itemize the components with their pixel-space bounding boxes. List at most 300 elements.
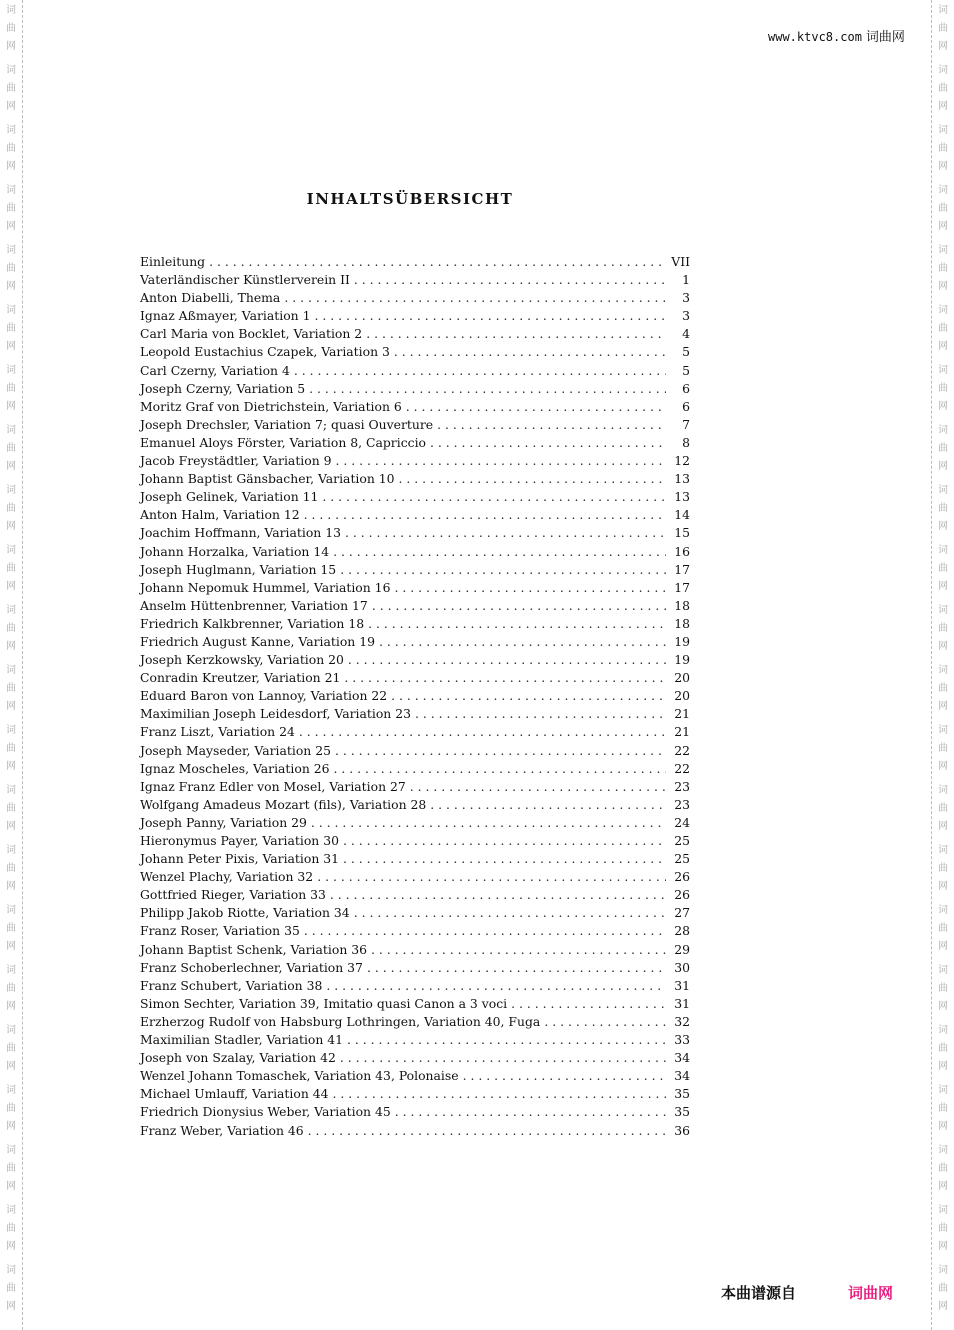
toc-entry-title: Joseph Kerzkowsky, Variation 20 — [140, 652, 344, 668]
toc-entry-page: 21 — [674, 724, 690, 740]
toc-entry — [140, 543, 690, 561]
side-watermark-char: 曲 — [6, 323, 16, 334]
side-watermark-char: 曲 — [6, 263, 16, 274]
toc-entry — [140, 1013, 690, 1031]
dot-leader — [415, 705, 666, 723]
side-watermark-char: 网 — [938, 1001, 948, 1012]
toc-entry — [140, 959, 690, 977]
side-watermark-char: 网 — [938, 41, 948, 52]
toc-entry-title: Ignaz Moscheles, Variation 26 — [140, 760, 330, 776]
side-watermark-group — [0, 842, 22, 896]
toc-entry-page: 3 — [682, 290, 690, 306]
side-watermark-char: 词 — [938, 1025, 948, 1036]
toc-entry-page: 7 — [682, 416, 690, 432]
side-watermark-char: 词 — [938, 305, 948, 316]
toc-entry — [140, 307, 690, 325]
dot-leader — [354, 271, 666, 289]
toc-entry-page: 17 — [674, 561, 690, 577]
side-watermark-group — [0, 662, 22, 716]
toc-entry — [140, 325, 690, 343]
toc-entry-title: Friedrich Dionysius Weber, Variation 45 — [140, 1104, 391, 1120]
toc-entry — [140, 452, 690, 470]
side-watermark-char: 词 — [938, 65, 948, 76]
side-watermark-char: 词 — [6, 905, 16, 916]
side-watermark-char: 网 — [938, 821, 948, 832]
dot-leader — [348, 651, 666, 669]
side-watermark-group — [932, 482, 954, 536]
side-watermark-group — [932, 62, 954, 116]
toc-entry-title: Johann Horzalka, Variation 14 — [140, 543, 330, 559]
side-watermark-char: 词 — [938, 965, 948, 976]
side-watermark-char: 词 — [6, 1085, 16, 1096]
toc-entry-page: 5 — [682, 362, 690, 378]
side-watermark-group — [0, 1082, 22, 1136]
toc-entry — [140, 760, 690, 778]
toc-entry-title: Moritz Graf von Dietrichstein, Variation 6 — [140, 398, 402, 414]
side-watermark-char: 曲 — [938, 323, 948, 334]
side-watermark-char: 词 — [6, 725, 16, 736]
dot-leader — [344, 669, 666, 687]
dot-leader — [511, 995, 666, 1013]
toc-entry-page: 18 — [674, 597, 690, 613]
toc-entry-title: Ignaz Franz Edler von Mosel, Variation 27 — [140, 778, 406, 794]
toc-entry — [140, 1067, 690, 1085]
dot-leader — [322, 488, 666, 506]
side-watermark-char: 词 — [6, 5, 16, 16]
side-watermark-char: 曲 — [6, 23, 16, 34]
side-watermark-char: 网 — [6, 1241, 16, 1252]
toc-entry-title: Leopold Eustachius Czapek, Variation 3 — [140, 344, 390, 360]
side-watermark-char: 词 — [938, 1205, 948, 1216]
toc-entry-title: Wolfgang Amadeus Mozart (fils), Variation 28 — [140, 796, 427, 812]
dot-leader — [284, 289, 666, 307]
toc-entry — [140, 687, 690, 705]
dot-leader — [209, 253, 666, 271]
dot-leader — [544, 1013, 666, 1031]
dot-leader — [334, 760, 666, 778]
side-watermark-group — [932, 902, 954, 956]
side-watermark-char: 曲 — [6, 1223, 16, 1234]
toc-entry-title: Maximilian Joseph Leidesdorf, Variation 23 — [140, 706, 411, 722]
toc-entry — [140, 977, 690, 995]
side-watermark-group — [0, 542, 22, 596]
dot-leader — [347, 1031, 666, 1049]
side-watermark-char: 网 — [6, 401, 16, 412]
toc-entry — [140, 253, 690, 271]
toc-entry — [140, 615, 690, 633]
toc-entry-title: Joseph Huglmann, Variation 15 — [140, 561, 337, 577]
side-watermark-group — [932, 422, 954, 476]
side-watermark-char: 网 — [938, 581, 948, 592]
dot-leader — [391, 687, 666, 705]
toc-entry-page: 20 — [674, 688, 690, 704]
side-watermark-char: 词 — [6, 65, 16, 76]
side-watermark-char: 网 — [6, 101, 16, 112]
toc-entry-page: 8 — [682, 434, 690, 450]
toc-entry-title: Johann Peter Pixis, Variation 31 — [140, 851, 340, 867]
toc-entry — [140, 416, 690, 434]
toc-entry-title: Friedrich Kalkbrenner, Variation 18 — [140, 615, 365, 631]
footer-watermark — [721, 1282, 893, 1303]
toc-entry-title: Conradin Kreutzer, Variation 21 — [140, 670, 341, 686]
side-watermark-char: 词 — [938, 905, 948, 916]
side-watermark-char: 词 — [938, 485, 948, 496]
toc-entry-page: 29 — [674, 941, 690, 957]
side-watermark-char: 曲 — [938, 383, 948, 394]
side-watermark-char: 词 — [938, 1085, 948, 1096]
toc-entry-page: 26 — [674, 887, 690, 903]
side-watermark-group — [932, 302, 954, 356]
side-watermark-char: 词 — [938, 1145, 948, 1156]
side-watermark-char: 词 — [938, 725, 948, 736]
side-watermark-group — [0, 722, 22, 776]
side-watermark-char: 词 — [938, 545, 948, 556]
side-watermark-char: 网 — [6, 281, 16, 292]
side-watermark-char: 曲 — [938, 143, 948, 154]
toc-entry-title: Johann Baptist Schenk, Variation 36 — [140, 941, 367, 957]
side-watermark-group — [932, 542, 954, 596]
toc-entry-title: Hieronymus Payer, Variation 30 — [140, 833, 339, 848]
dot-leader — [335, 742, 666, 760]
toc-entry — [140, 832, 690, 850]
dot-leader — [330, 886, 666, 904]
toc-entry — [140, 1085, 690, 1103]
dot-leader — [354, 904, 666, 922]
side-watermark-char: 曲 — [6, 1103, 16, 1114]
dot-leader — [314, 307, 666, 325]
side-watermark-char: 网 — [6, 461, 16, 472]
toc-entry-page: 16 — [674, 543, 690, 559]
toc-entry — [140, 1031, 690, 1049]
side-watermark-char: 网 — [6, 221, 16, 232]
side-watermark-group — [0, 1202, 22, 1256]
side-watermark-char: 曲 — [938, 983, 948, 994]
toc-entry-page: 12 — [674, 453, 690, 469]
toc-entry-title: Maximilian Stadler, Variation 41 — [140, 1032, 344, 1048]
side-watermark-char: 网 — [938, 341, 948, 352]
toc-entry-page: 28 — [674, 923, 690, 939]
side-watermark-char: 网 — [6, 161, 16, 172]
side-watermark-char: 曲 — [938, 683, 948, 694]
toc-entry-page: 22 — [674, 742, 690, 758]
toc-entry-title: Erzherzog Rudolf von Habsburg Lothringen, Variation 40, Fuga — [140, 1013, 541, 1029]
side-watermark-group — [932, 782, 954, 836]
dot-leader — [340, 1049, 666, 1067]
toc-entry-page: 20 — [674, 670, 690, 686]
side-watermark-char: 曲 — [6, 203, 16, 214]
toc-entry-title: Eduard Baron von Lannoy, Variation 22 — [140, 688, 388, 704]
dot-leader — [371, 941, 666, 959]
toc-entry-title: Franz Liszt, Variation 24 — [140, 724, 295, 740]
side-watermark-group — [0, 602, 22, 656]
right-watermark-strip — [931, 0, 954, 1330]
side-watermark-group — [0, 422, 22, 476]
toc-entry-page: 23 — [674, 796, 690, 812]
side-watermark-char: 网 — [938, 521, 948, 532]
side-watermark-char: 词 — [938, 785, 948, 796]
side-watermark-group — [932, 362, 954, 416]
toc-entry-title: Vaterländischer Künstlerverein II — [140, 272, 350, 288]
side-watermark-group — [932, 2, 954, 56]
side-watermark-char: 网 — [938, 161, 948, 172]
side-watermark-char: 词 — [6, 665, 16, 676]
side-watermark-group — [0, 1142, 22, 1196]
dot-leader — [299, 723, 666, 741]
toc-entry — [140, 814, 690, 832]
dot-leader — [430, 796, 666, 814]
side-watermark-group — [0, 482, 22, 536]
toc-entry-page: 6 — [682, 398, 690, 414]
toc-entry-page: 3 — [682, 308, 690, 324]
toc-entry — [140, 850, 690, 868]
toc-entry — [140, 669, 690, 687]
side-watermark-char: 网 — [6, 521, 16, 532]
site-header-watermark — [768, 26, 905, 45]
toc-entry-page: 15 — [674, 525, 690, 541]
side-watermark-group — [0, 902, 22, 956]
dot-leader — [326, 977, 666, 995]
toc-entry-page: 19 — [674, 652, 690, 668]
side-watermark-group — [932, 722, 954, 776]
side-watermark-char: 曲 — [938, 1223, 948, 1234]
side-watermark-group — [0, 962, 22, 1016]
dot-leader — [463, 1067, 666, 1085]
dot-leader — [311, 814, 666, 832]
toc-entry — [140, 742, 690, 760]
dot-leader — [372, 597, 666, 615]
toc-entry-title: Johann Nepomuk Hummel, Variation 16 — [140, 579, 391, 595]
side-watermark-char: 网 — [938, 1181, 948, 1192]
side-watermark-group — [0, 62, 22, 116]
toc-entry-page: 13 — [674, 489, 690, 505]
site-url: www.ktvc8.com — [768, 30, 862, 44]
toc-entry-title: Philipp Jakob Riotte, Variation 34 — [140, 905, 350, 921]
toc-entry — [140, 579, 690, 597]
side-watermark-group — [932, 1022, 954, 1076]
toc-entry — [140, 488, 690, 506]
side-watermark-group — [0, 1262, 22, 1316]
table-of-contents — [140, 253, 690, 1140]
dot-leader — [343, 850, 666, 868]
side-watermark-char: 网 — [938, 1061, 948, 1072]
side-watermark-group — [0, 122, 22, 176]
side-watermark-char: 词 — [6, 485, 16, 496]
toc-entry — [140, 1122, 690, 1140]
side-watermark-group — [0, 782, 22, 836]
toc-entry-title: Simon Sechter, Variation 39, Imitatio quasi Canon a 3 voci — [140, 995, 508, 1011]
side-watermark-char: 曲 — [6, 803, 16, 814]
toc-entry-title: Joseph Mayseder, Variation 25 — [140, 742, 331, 758]
side-watermark-char: 曲 — [6, 683, 16, 694]
toc-entry-title: Wenzel Johann Tomaschek, Variation 43, Polonaise — [140, 1068, 459, 1084]
side-watermark-char: 曲 — [938, 503, 948, 514]
side-watermark-group — [932, 1142, 954, 1196]
toc-entry-title: Ignaz Aßmayer, Variation 1 — [140, 308, 311, 324]
dot-leader — [437, 416, 666, 434]
toc-entry — [140, 561, 690, 579]
side-watermark-char: 网 — [938, 761, 948, 772]
side-watermark-char: 网 — [6, 941, 16, 952]
toc-entry — [140, 995, 690, 1013]
dot-leader — [379, 633, 666, 651]
toc-entry — [140, 941, 690, 959]
side-watermark-char: 词 — [6, 1205, 16, 1216]
toc-entry — [140, 868, 690, 886]
toc-entry — [140, 506, 690, 524]
side-watermark-char: 曲 — [6, 143, 16, 154]
side-watermark-char: 词 — [938, 185, 948, 196]
side-watermark-char: 网 — [938, 1121, 948, 1132]
side-watermark-char: 曲 — [6, 1283, 16, 1294]
toc-entry-title: Joseph Czerny, Variation 5 — [140, 380, 306, 396]
toc-entry-page: 27 — [674, 905, 690, 921]
dot-leader — [366, 325, 666, 343]
side-watermark-char: 曲 — [938, 563, 948, 574]
toc-entry-title: Anselm Hüttenbrenner, Variation 17 — [140, 597, 368, 613]
side-watermark-char: 词 — [6, 425, 16, 436]
dot-leader — [304, 506, 666, 524]
toc-entry-page: 21 — [674, 706, 690, 722]
toc-entry-title: Wenzel Plachy, Variation 32 — [140, 869, 314, 885]
toc-entry-title: Anton Diabelli, Thema — [140, 290, 281, 306]
toc-entry-page: 23 — [674, 778, 690, 794]
side-watermark-char: 曲 — [6, 1163, 16, 1174]
toc-entry-title: Anton Halm, Variation 12 — [140, 507, 300, 523]
toc-entry-title: Joachim Hoffmann, Variation 13 — [140, 525, 341, 541]
side-watermark-char: 词 — [6, 605, 16, 616]
toc-entry-title: Carl Czerny, Variation 4 — [140, 362, 290, 378]
dot-leader — [394, 579, 666, 597]
side-watermark-char: 网 — [6, 701, 16, 712]
footer-prefix: 本曲谱源自 — [721, 1284, 797, 1302]
toc-entry-title: Gottfried Rieger, Variation 33 — [140, 887, 326, 903]
side-watermark-group — [932, 1082, 954, 1136]
side-watermark-char: 词 — [938, 605, 948, 616]
side-watermark-char: 词 — [938, 665, 948, 676]
side-watermark-char: 词 — [6, 245, 16, 256]
toc-entry-title: Franz Schoberlechner, Variation 37 — [140, 959, 363, 975]
toc-entry — [140, 651, 690, 669]
toc-entry — [140, 796, 690, 814]
side-watermark-char: 网 — [6, 1181, 16, 1192]
toc-entry — [140, 398, 690, 416]
toc-entry-page: 19 — [674, 633, 690, 649]
side-watermark-char: 词 — [6, 185, 16, 196]
toc-entry-title: Jacob Freystädtler, Variation 9 — [140, 453, 332, 469]
side-watermark-char: 曲 — [938, 1103, 948, 1114]
toc-entry-page: 30 — [674, 959, 690, 975]
toc-entry-page: 26 — [674, 869, 690, 885]
toc-entry-page: 22 — [674, 760, 690, 776]
toc-entry-page: 36 — [674, 1122, 690, 1138]
side-watermark-char: 网 — [6, 1061, 16, 1072]
dot-leader — [333, 543, 666, 561]
side-watermark-group — [0, 302, 22, 356]
toc-entry-page: 1 — [682, 272, 690, 288]
side-watermark-group — [932, 1262, 954, 1316]
side-watermark-char: 曲 — [938, 23, 948, 34]
side-watermark-char: 网 — [6, 641, 16, 652]
toc-entry — [140, 922, 690, 940]
side-watermark-char: 曲 — [6, 503, 16, 514]
side-watermark-char: 曲 — [938, 83, 948, 94]
dot-leader — [367, 959, 666, 977]
side-watermark-char: 曲 — [6, 623, 16, 634]
toc-entry-title: Carl Maria von Bocklet, Variation 2 — [140, 326, 363, 342]
side-watermark-char: 词 — [6, 845, 16, 856]
side-watermark-char: 曲 — [938, 203, 948, 214]
side-watermark-char: 曲 — [938, 263, 948, 274]
toc-entry — [140, 271, 690, 289]
side-watermark-char: 曲 — [6, 1043, 16, 1054]
side-watermark-group — [0, 1022, 22, 1076]
toc-entry — [140, 723, 690, 741]
dot-leader — [343, 832, 666, 850]
side-watermark-group — [932, 842, 954, 896]
toc-entry-title: Joseph Drechsler, Variation 7; quasi Ouverture — [140, 416, 434, 432]
toc-entry-title: Joseph Panny, Variation 29 — [140, 814, 307, 830]
toc-entry-title: Johann Baptist Gänsbacher, Variation 10 — [140, 471, 395, 487]
side-watermark-char: 词 — [6, 305, 16, 316]
dot-leader — [410, 778, 666, 796]
toc-entry-page: 35 — [674, 1086, 690, 1102]
side-watermark-char: 词 — [938, 125, 948, 136]
side-watermark-char: 词 — [6, 365, 16, 376]
side-watermark-char: 曲 — [6, 383, 16, 394]
side-watermark-char: 词 — [6, 1025, 16, 1036]
side-watermark-char: 网 — [938, 401, 948, 412]
side-watermark-char: 网 — [6, 341, 16, 352]
side-watermark-char: 网 — [6, 1301, 16, 1312]
toc-entry — [140, 362, 690, 380]
side-watermark-char: 词 — [938, 425, 948, 436]
toc-entry — [140, 380, 690, 398]
toc-entry-title: Friedrich August Kanne, Variation 19 — [140, 633, 375, 649]
side-watermark-char: 词 — [938, 365, 948, 376]
toc-entry-page: 25 — [674, 833, 690, 848]
side-watermark-group — [932, 122, 954, 176]
side-watermark-char: 词 — [6, 965, 16, 976]
toc-entry-title: Franz Roser, Variation 35 — [140, 923, 300, 939]
side-watermark-char: 网 — [6, 581, 16, 592]
toc-entry-page: 34 — [674, 1068, 690, 1084]
dot-leader — [406, 398, 666, 416]
side-watermark-char: 网 — [6, 1121, 16, 1132]
page-title: INHALTSÜBERSICHT — [306, 190, 514, 208]
toc-entry — [140, 597, 690, 615]
side-watermark-char: 词 — [6, 1265, 16, 1276]
side-watermark-char: 曲 — [938, 1163, 948, 1174]
side-watermark-group — [932, 242, 954, 296]
side-watermark-char: 曲 — [6, 923, 16, 934]
side-watermark-group — [0, 362, 22, 416]
side-watermark-char: 词 — [938, 5, 948, 16]
side-watermark-group — [932, 662, 954, 716]
side-watermark-char: 网 — [6, 821, 16, 832]
footer-brand: 词曲网 — [848, 1284, 894, 1302]
toc-entry-page: 6 — [682, 380, 690, 396]
side-watermark-char: 网 — [938, 281, 948, 292]
dot-leader — [395, 1103, 666, 1121]
side-watermark-char: 曲 — [6, 83, 16, 94]
side-watermark-char: 词 — [6, 785, 16, 796]
dot-leader — [309, 380, 666, 398]
toc-entry-page: 25 — [674, 851, 690, 867]
site-name: 词曲网 — [865, 30, 905, 45]
side-watermark-char: 网 — [938, 641, 948, 652]
side-watermark-char: 曲 — [938, 1283, 948, 1294]
dot-leader — [430, 434, 666, 452]
